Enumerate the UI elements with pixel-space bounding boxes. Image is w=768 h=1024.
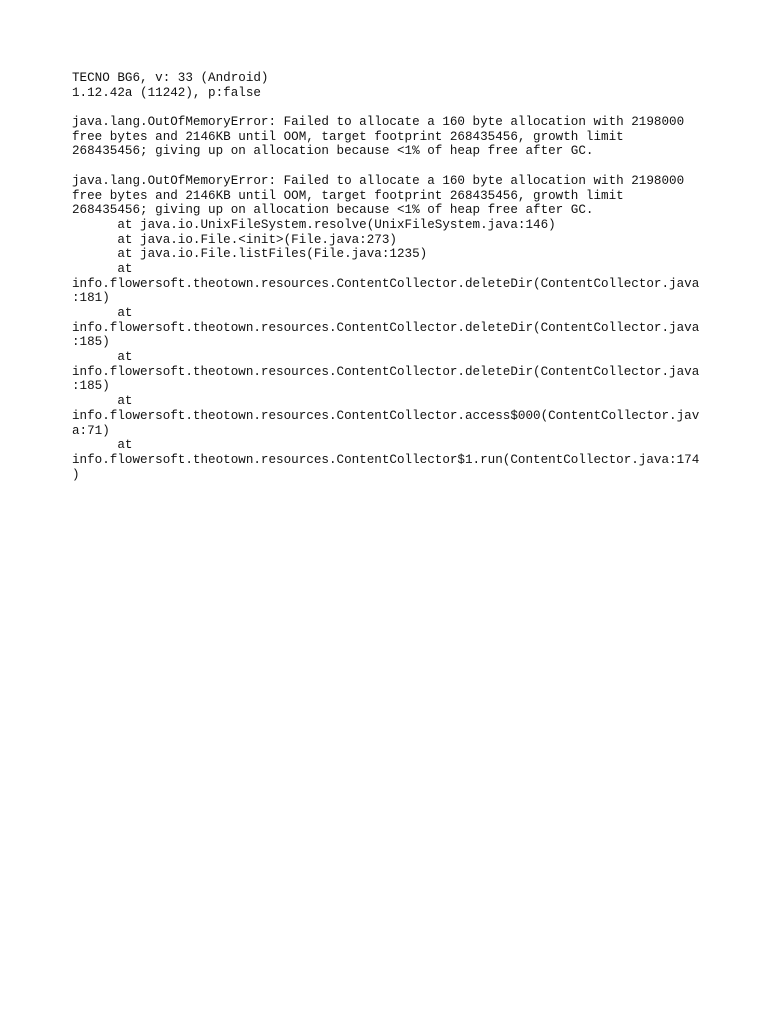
blank-line <box>72 100 712 115</box>
stack-trace-line: info.flowersoft.theotown.resources.ContentCollector.deleteDir(ContentCollector.java <box>72 320 700 335</box>
stack-trace-line: free bytes and 2146KB until OOM, target footprint 268435456, growth limit <box>72 188 624 203</box>
stack-trace-line: java.lang.OutOfMemoryError: Failed to allocate a 160 byte allocation with 2198000 <box>72 173 685 188</box>
stack-trace-line: ) <box>72 467 80 482</box>
stack-trace-line: info.flowersoft.theotown.resources.ContentCollector.access$000(ContentCollector.jav <box>72 408 700 423</box>
device-model-line: TECNO BG6, v: 33 (Android) <box>72 71 269 85</box>
stack-trace-line: info.flowersoft.theotown.resources.ContentCollector.deleteDir(ContentCollector.java <box>72 364 700 379</box>
stack-trace-line: at java.io.UnixFileSystem.resolve(UnixFileSystem.java:146) <box>72 217 556 232</box>
stack-trace-line: at <box>72 394 133 409</box>
stack-trace-line: :185) <box>72 379 110 394</box>
stack-trace-line: info.flowersoft.theotown.resources.ContentCollector.deleteDir(ContentCollector.java <box>72 276 700 291</box>
stack-trace-line: at <box>72 306 133 320</box>
stack-trace-line: info.flowersoft.theotown.resources.ContentCollector$1.run(ContentCollector.java:174 <box>72 452 700 467</box>
error-summary <box>72 115 712 159</box>
crash-report <box>72 71 712 482</box>
stack-trace-line: at java.io.File.listFiles(File.java:1235) <box>72 247 428 262</box>
stack-trace-line: at <box>72 261 133 276</box>
stack-trace-line: at java.io.File.<init>(File.java:273) <box>72 232 397 247</box>
stack-trace-line: at <box>72 438 133 453</box>
stack-trace-line: :185) <box>72 335 110 350</box>
device-info <box>72 71 712 100</box>
stack-trace-line: a:71) <box>72 423 110 438</box>
stack-trace <box>72 174 712 482</box>
stack-trace-line: :181) <box>72 291 110 306</box>
stack-trace-line: 268435456; giving up on allocation because <1% of heap free after GC. <box>72 203 594 218</box>
stack-trace-line: at <box>72 350 133 365</box>
error-summary-line: java.lang.OutOfMemoryError: Failed to allocate a 160 byte allocation with 2198000 <box>72 115 685 130</box>
blank-line <box>72 159 712 174</box>
error-summary-line: free bytes and 2146KB until OOM, target footprint 268435456, growth limit <box>72 129 624 144</box>
app-version-line: 1.12.42a (11242), p:false <box>72 85 261 100</box>
error-summary-line: 268435456; giving up on allocation because <1% of heap free after GC. <box>72 144 594 159</box>
